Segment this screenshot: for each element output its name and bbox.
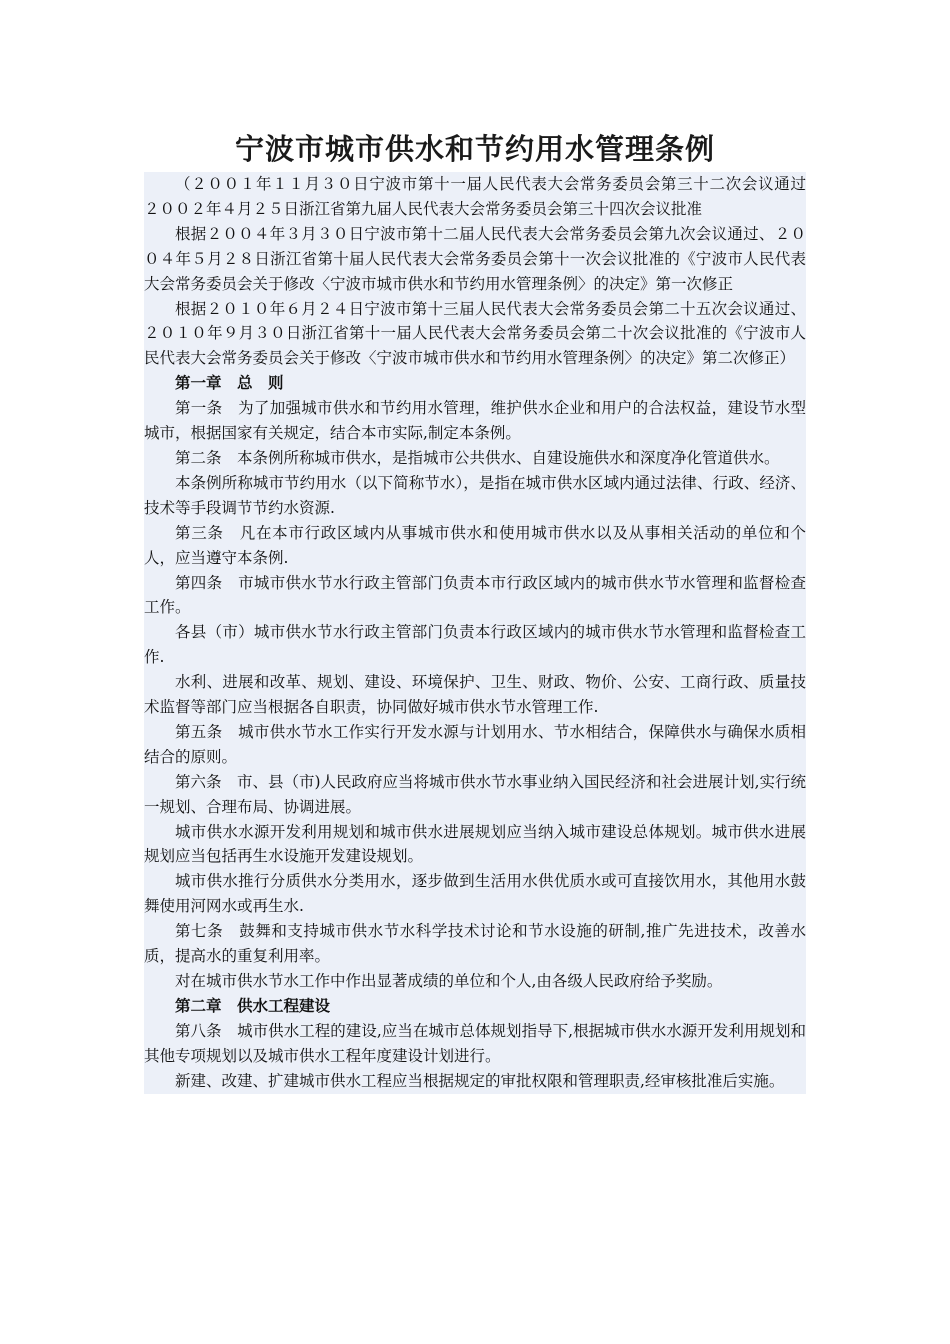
body-paragraph: 水利、进展和改革、规划、建设、环境保护、卫生、财政、物价、公安、工商行政、质量技术监督等部门应当根据各自职责，协同做好城市供水节水管理工作.	[144, 670, 806, 720]
body-paragraph: 对在城市供水节水工作中作出显著成绩的单位和个人,由各级人民政府给予奖励。	[144, 969, 806, 994]
body-paragraph: 第三条 凡在本市行政区域内从事城市供水和使用城市供水以及从事相关活动的单位和个人，应当遵守本条例.	[144, 521, 806, 571]
body-paragraph: （２００１年１１月３０日宁波市第十一届人民代表大会常务委员会第三十二次会议通过 ２００２年４月２５日浙江省第九届人民代表大会常务委员会第三十四次会议批准	[144, 172, 806, 222]
body-paragraph: 新建、改建、扩建城市供水工程应当根据规定的审批权限和管理职责,经审核批准后实施。	[144, 1069, 806, 1094]
body-paragraph: 第一条 为了加强城市供水和节约用水管理，维护供水企业和用户的合法权益，建设节水型城市，根据国家有关规定，结合本市实际,制定本条例。	[144, 396, 806, 446]
body-paragraph: 第八条 城市供水工程的建设,应当在城市总体规划指导下,根据城市供水水源开发利用规划和其他专项规划以及城市供水工程年度建设计划进行。	[144, 1019, 806, 1069]
chapter-heading: 第一章 总 则	[144, 371, 806, 396]
body-paragraph: 城市供水水源开发利用规划和城市供水进展规划应当纳入城市建设总体规划。城市供水进展规划应当包括再生水设施开发建设规划。	[144, 820, 806, 870]
body-paragraph: 第四条 市城市供水节水行政主管部门负责本市行政区域内的城市供水节水管理和监督检查工作。	[144, 571, 806, 621]
body-paragraph: 根据２０１０年６月２４日宁波市第十三届人民代表大会常务委员会第二十五次会议通过、２０１０年９月３０日浙江省第十一届人民代表大会常务委员会第二十次会议批准的《宁波市人民代表大会常务委员会关于修改〈宁波市城市供水和节约用水管理条例〉的决定》第二次修正）	[144, 297, 806, 372]
body-paragraph: 各县（市）城市供水节水行政主管部门负责本行政区域内的城市供水节水管理和监督检查工作.	[144, 620, 806, 670]
body-paragraph: 根据２００４年３月３０日宁波市第十二届人民代表大会常务委员会第九次会议通过、２００４年５月２８日浙江省第十届人民代表大会常务委员会第十一次会议批准的《宁波市人民代表大会常务委员会关于修改〈宁波市城市供水和节约用水管理条例〉的决定》第一次修正	[144, 222, 806, 297]
chapter-heading: 第二章 供水工程建设	[144, 994, 806, 1019]
body-paragraph: 第七条 鼓舞和支持城市供水节水科学技术讨论和节水设施的研制,推广先进技术，改善水质，提高水的重复利用率。	[144, 919, 806, 969]
body-paragraph: 第五条 城市供水节水工作实行开发水源与计划用水、节水相结合，保障供水与确保水质相结合的原则。	[144, 720, 806, 770]
body-paragraph: 本条例所称城市节约用水（以下简称节水），是指在城市供水区域内通过法律、行政、经济、技术等手段调节节约水资源.	[144, 471, 806, 521]
body-paragraph: 城市供水推行分质供水分类用水，逐步做到生活用水供优质水或可直接饮用水，其他用水鼓舞使用河网水或再生水.	[144, 869, 806, 919]
document-body	[144, 172, 822, 1094]
body-paragraph: 第六条 市、县（市)人民政府应当将城市供水节水事业纳入国民经济和社会进展计划,实行统一规划、合理布局、协调进展。	[144, 770, 806, 820]
body-paragraph: 第二条 本条例所称城市供水，是指城市公共供水、自建设施供水和深度净化管道供水。	[144, 446, 806, 471]
document-title: 宁波市城市供水和节约用水管理条例	[234, 132, 715, 166]
